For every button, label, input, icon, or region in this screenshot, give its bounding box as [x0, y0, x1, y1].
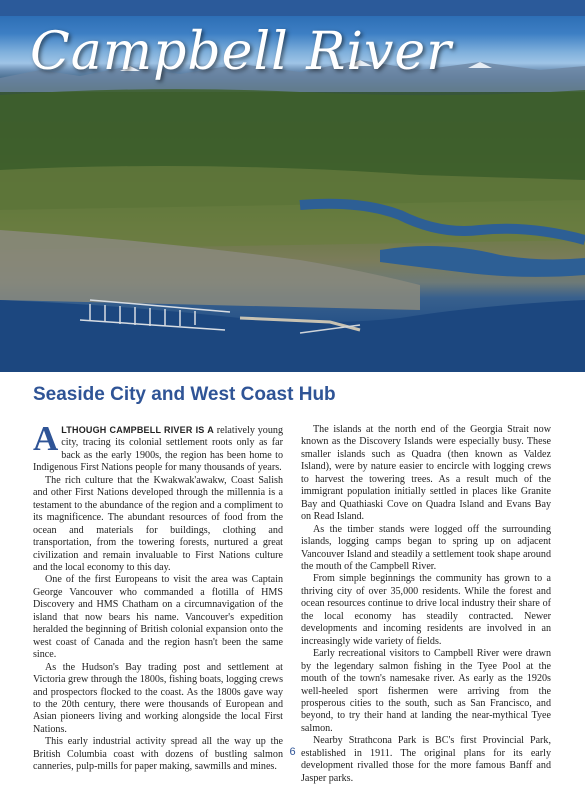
paragraph: From simple beginnings the community has grown to a thriving city of over 35,000 residents. While the forest and ocean resources continue to drive local industry their share of the local economy has steadily contracted. Newer developments and incoming residents are involved in an increasingly wide variety of fields.: [301, 573, 551, 647]
paragraph: The rich culture that the Kwakwak'awakw, Coast Salish and other First Nations developed through the millennia is a testament to the abundance of the region and a compliment to its magnificence. The abundant resources of food from the ocean and materials for buildings, clothing and transportation, from the towering forests, nurtured a great civilization and remain invaluable to First Nations culture and the local economy to this day.: [33, 474, 283, 573]
paragraph: One of the first Europeans to visit the area was Captain George Vancouver who commanded a flotilla of HMS Discovery and HMS Chatham on a circumnavigation of the island that now bears his name. Vancouver's expedition heralded the beginning of British colonial expansion onto the west coast of Canada and the region hasn't been the same since.: [33, 574, 283, 661]
article-column-left: [33, 419, 283, 774]
paragraph: As the timber stands were logged off the surrounding islands, logging camps began to spring up on adjacent Vancouver Island and steadily a settlement took shape around the mouth of the Campbell River.: [301, 523, 551, 572]
drop-cap: A: [33, 419, 59, 458]
lead-in-text: LTHOUGH CAMPBELL RIVER IS A: [61, 425, 214, 435]
ocean: [0, 300, 585, 372]
paragraph: The islands at the north end of the Georgia Strait now known as the Discovery Islands were especially busy. These smaller islands such as Quadra (then known as Valdez Island), were by nature easier to encircle with logging crews to harvest the towering trees. As a result much of the immigrant population initially settled in places like Granite Bay and Quathiaski Cove on Quadra Island and Evans Bay on Read Island.: [301, 424, 551, 523]
paragraph: Nearby Strathcona Park is BC's first Provincial Park, established in 1911. The original plans for its early development rivalled those for the more famous Banff and Jasper parks.: [301, 735, 551, 784]
hero-title: Campbell River: [30, 22, 453, 82]
river-estuary: [380, 246, 585, 277]
paragraph: As the Hudson's Bay trading post and settlement at Victoria grew through the 1800s, fishing boats, logging crews and prospectors flocked to the coast. As the 1800s gave way to the 20th century, there were thousands of European and Asian pioneers living and working alongside the local First Nations.: [33, 661, 283, 735]
paragraph: This early industrial activity spread all the way up the British Columbia coast with dozens of bustling salmon canneries, pulp-mills for paper making, sawmills and mines.: [33, 736, 283, 773]
hero-photo: [0, 0, 585, 372]
paragraph: Early recreational visitors to Campbell River were drawn by the legendary salmon fishing in the Tyee Pool at the mouth of the town's namesake river. As early as the 1920s well-heeled sport fishermen were arriving from the prosperous cities to the south, such as San Francisco, and beyond, to try their hand at landing the near-mythical Tyee salmon.: [301, 648, 551, 734]
article-column-right: [301, 424, 551, 785]
page-number: 6: [289, 746, 296, 758]
section-heading: Seaside City and West Coast Hub: [33, 384, 336, 405]
paragraph-text: relatively young city, tracing its colonial settlement roots only as far back as the early 1900s, the region has been home to Indigenous First Nations people for many thousands of years.: [33, 425, 283, 474]
intro-paragraph: [33, 419, 283, 475]
